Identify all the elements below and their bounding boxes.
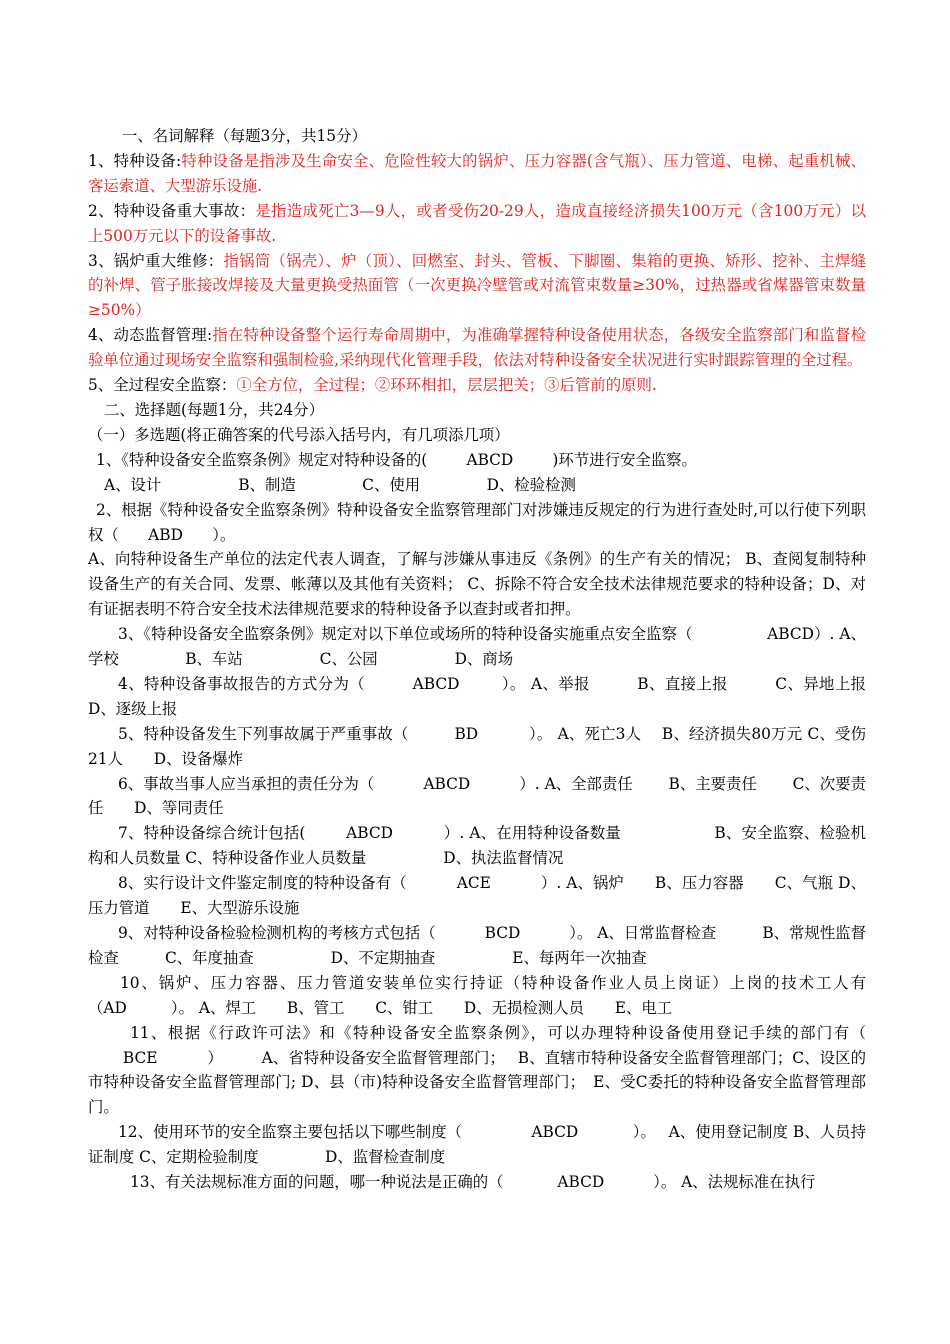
term-item-3	[88, 249, 866, 324]
question-3: 3、《特种设备安全监察条例》规定对以下单位或场所的特种设备实施重点安全监察（ ABCD）. A、学校 B、车站 C、公园 D、商场	[88, 625, 866, 669]
answer-text: BD	[408, 724, 530, 743]
term-label: 3、锅炉重大维修：	[88, 251, 224, 270]
answer-text: AD	[103, 998, 171, 1017]
term-label: 5、全过程安全监察：	[88, 376, 237, 395]
section2-subheading: （一）多选题(将正确答案的代号添入括号内，有几项添几项）	[88, 425, 510, 444]
term-label: 2、特种设备重大事故：	[88, 201, 256, 220]
term-item-2	[88, 199, 866, 249]
question-8: 8、实行设计文件鉴定制度的特种设备有（ ACE ）. A、锅炉 B、压力容器 C、气瓶 D、压力管道 E、大型游乐设施	[88, 874, 866, 918]
section1-heading: 一、名词解释（每题3分，共15分）	[122, 127, 367, 145]
question-2: 2、根据《特种设备安全监察条例》特种设备安全监察管理部门对涉嫌违反规定的行为进行查处时,可以行使下列职权（ ABD ）。	[88, 500, 866, 544]
answer-text: BCD	[435, 924, 570, 942]
term-label: 1、特种设备:	[88, 151, 182, 170]
answer-text: ABCD	[462, 1123, 633, 1142]
term-definition: 特种设备是指涉及生命安全、危险性较大的锅炉、压力容器(含气瓶）、压力管道、电梯、起重机械、客运索道、大型游乐设施.	[88, 151, 866, 195]
question-11: 11、根据《行政许可法》和《特种设备安全监察条例》，可以办理特种设备使用登记手续的部门有（ BCE ） A、省特种设备安全监督管理部门； B、直辖市特种设备安全监督管理部门；C、设区的市特种设备安全监督管理部门; D、县（市)特种设备安全监督管理部门； E、受C委托的特种设备安全监督管理部门。	[88, 1023, 866, 1117]
question-7: 7、特种设备综合统计包括( ABCD ）. A、在用特种设备数量 B、安全监察、检验机构和人员数量 C、特种设备作业人员数量 D、执法监督情况	[88, 824, 866, 868]
term-item-5	[88, 373, 866, 398]
term-item-1	[88, 149, 866, 199]
question-1: 1、《特种设备安全监察条例》规定对特种设备的( ABCD )环节进行安全监察。	[96, 450, 697, 469]
term-definition: 是指造成死亡3—9人，或者受伤20-29人，造成直接经济损失100万元（含100万元）以上500万元以下的设备事故.	[88, 201, 866, 245]
question-12: 12、使用环节的安全监察主要包括以下哪些制度（ ABCD ）。 A、使用登记制度 B、人员持证制度 C、定期检验制度 D、监督检查制度	[88, 1123, 866, 1167]
answer-text: ABD	[118, 525, 213, 544]
term-definition: ①全方位，全过程；②环环相扣，层层把关；③后管前的原则.	[236, 376, 657, 395]
answer-text: ABCD	[365, 674, 502, 693]
question-1-options: A、设计 B、制造 C、使用 D、检验检测	[104, 475, 576, 494]
answer-text: ABCD	[427, 450, 553, 469]
question-9: 9、对特种设备检验检测机构的考核方式包括（ BCD ）。 A、日常监督检查 B、常规性监督检查 C、年度抽查 D、不定期抽查 E、每两年一次抽查	[88, 924, 867, 967]
question-4: 4、特种设备事故报告的方式分为（ ABCD ）。 A、举报 B、直接上报 C、异地上报 D、逐级上报	[88, 674, 913, 718]
question-6: 6、事故当事人应当承担的责任分为（ ABCD ）. A、全部责任 B、主要责任 C、次要责任 D、等同责任	[88, 774, 866, 818]
answer-text: ACE	[406, 874, 541, 893]
document-page	[88, 124, 913, 1195]
question-10: 10、锅炉、压力容器、压力管道安装单位实行持证（特种设备作业人员上岗证）上岗的技术工人有（AD ）。 A、焊工 B、管工 C、钳工 D、无损检测人员 E、电工	[88, 973, 866, 1017]
answer-text: ABCD	[305, 824, 444, 843]
question-5: 5、特种设备发生下列事故属于严重事故（ BD ）。 A、死亡3人 B、经济损失80万元 C、受伤21人 D、设备爆炸	[88, 724, 866, 768]
answer-text: ABCD	[692, 625, 814, 644]
question-13: 13、有关法规标准方面的问题，哪一种说法是正确的（ ABCD ）。 A、法规标准在执行	[130, 1173, 816, 1192]
answer-text: ABCD	[374, 774, 520, 793]
question-2-options: A、向特种设备生产单位的法定代表人调查，了解与涉嫌从事违反《条例》的生产有关的情况； B、查阅复制特种设备生产的有关合同、发票、帐薄以及其他有关资料； C、拆除不符合安全技术法律规范要求的特种设备；D、对有证据表明不符合安全技术法律规范要求的特种设备予以查封或者扣押。	[88, 550, 866, 619]
section2-heading: 二、选择题(每题1分，共24分）	[104, 400, 325, 419]
answer-text: BCE	[88, 1048, 208, 1067]
term-item-4	[88, 323, 866, 373]
term-label: 4、动态监督管理:	[88, 326, 213, 345]
term-definition: 指在特种设备整个运行寿命周期中，为准确掌握特种设备使用状态，各级安全监察部门和监督检验单位通过现场安全监察和强制检验,采纳现代化管理手段，依法对特种设备安全状况进行实时跟踪管理的全过程。	[88, 326, 866, 370]
answer-text: ABCD	[503, 1173, 654, 1192]
term-definition: 指锅筒（锅壳）、炉（顶）、回燃室、封头、管板、下脚圈、集箱的更换、矫形、挖补、主焊缝的补焊、管子胀接改焊接及大量更换受热面管（一次更换冷壁管或对流管束数量≥30%，过热器或省煤器管束数量≥50%）	[88, 251, 866, 320]
